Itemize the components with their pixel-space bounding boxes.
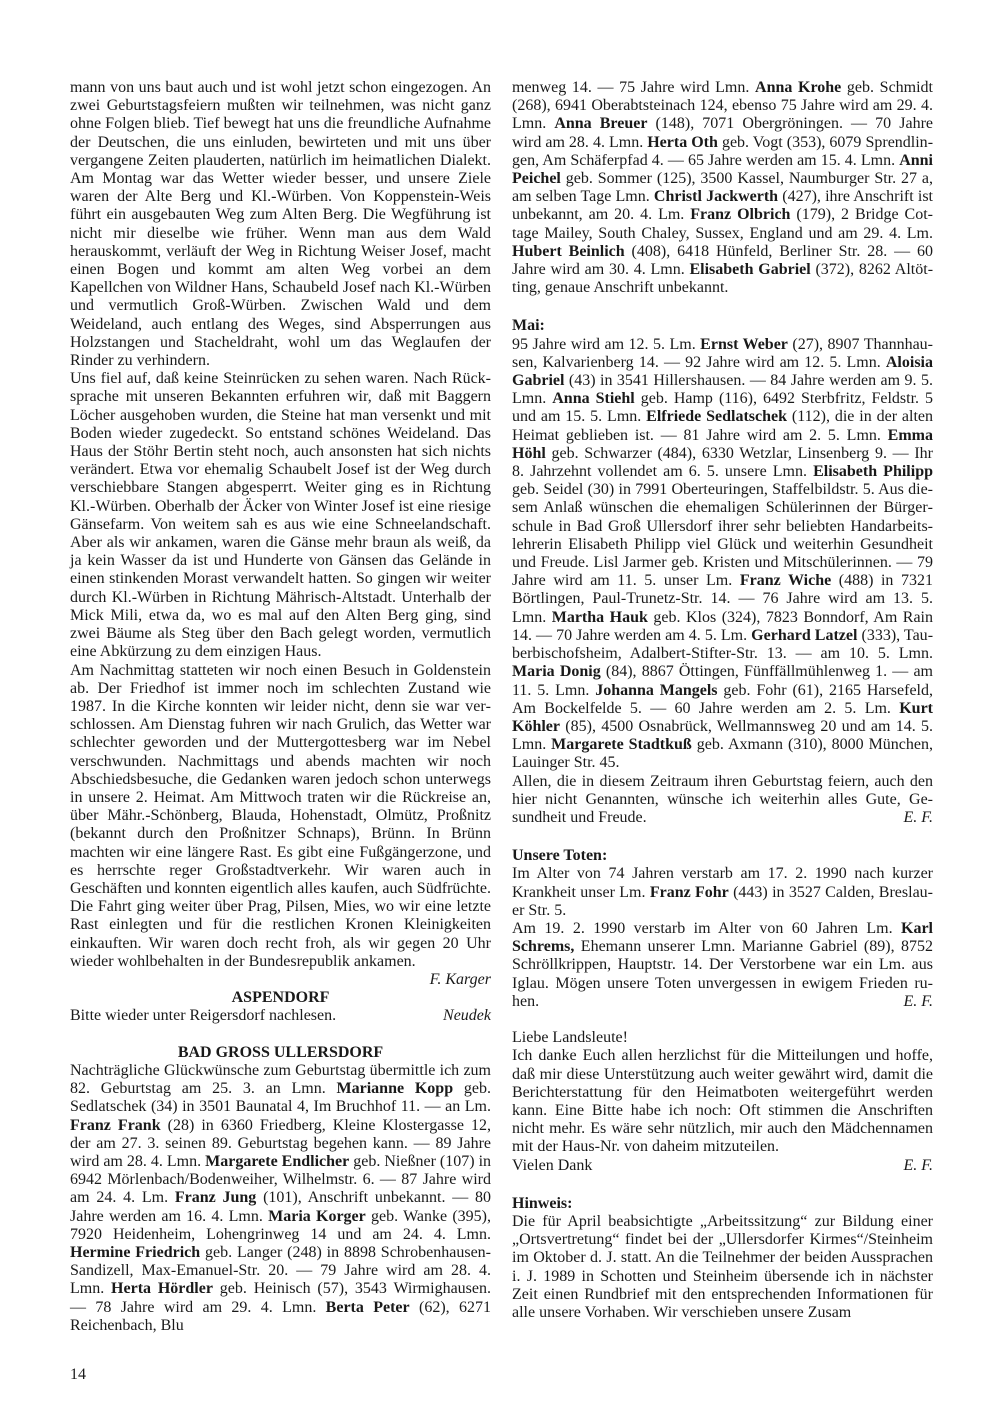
text-run: geb. Sommer (125), 3500 Kassel, Naumburger Str. 27 a, am selben Tage Lmn. [512,170,933,206]
text-run: Uns fiel auf, daß keine Steinrücken zu sehen waren. Nach Rücksprache mit unseren Bekannten erfuhren wir, daß mit Baggern Löcher ausgehoben wurden, die Steine hat man versenkt und mit Boden wieder zugedeckt. So entstand schönes Weideland. Das Haus der Stöhr Bertin steht noch, auch ansonsten hat sich nichts verändert. Etwa vor ehemalig Schaubelt Josef ist der Weg durch verschiebbare Stangen abgesperrt. Weiter ging es in Richtung Kl.-Würben. Oberhalb der Äcker von Winter Josef ist eine riesige Gänsefarm. Von weitem sah es aus wie eine Schneelandschaft. Aber als wir ankamen, waren die Gänse mehr braun als weiß, da ja kein Wasser da ist und Hunderte von Gänsen das Gelände in einen stinkenden Morast verwandelt hatten. So gingen wir weiter durch Kl.-Würben in Richtung Mährisch-Altstadt. Unterhalb der Mick Mili, etwa da, wo es mal auf den Alten Berg ging, sind zwei Bäume als Steg über den Bach gelegt worden, vermutlich eine Abkürzung zu dem einzigen Haus. [70,370,491,661]
aspendorf-text: Bitte wieder unter Reigersdorf nachlesen. [70,1007,337,1025]
text-run: Im Alter von 74 Jahren verstarb am 17. 2. 1990 nach kurzer Krankheit unser Lm. [512,865,933,901]
text-run: Nachträgliche Glückwünsche zum Geburtstag übermittle ich zum 82. Geburtstag am 25. 3. an Lmn. [70,1061,491,1098]
text-run: (333), Tauberbischofsheim, Adalbert-Stifter-Str. 13. — am 10. 5. Lmn. [512,626,934,663]
obituary-paragraph [512,865,933,920]
person-name: Franz Olbrich [690,206,791,224]
text-run: (372), 8262 Altötting, genaue Anschrift unbekannt. [512,261,934,297]
text-run: geb. Wanke (395), 7920 Heidenheim, Lohengrinweg 14 und am 24. 4. Lmn. [70,1207,492,1243]
text-run: geb. Heinisch (57), 3543 Wirmighausen. — 78 Jahre wird am 29. 4. Lmn. [70,1280,491,1316]
travel-report-paragraph [70,662,491,971]
text-run: (85), 4500 Osnabrück, Wellmannsweg 20 und am 14. 5. Lmn. [512,717,933,754]
text-run: geb. Axmann (310), 8000 München, Lauinger Str. 45. [512,736,933,772]
person-name: Hermine Friedrich [70,1244,201,1261]
text-run: geb. Fohr (61), 2165 Harsefeld, Am Bockelfelde 5. — 60 Jahre werden am 2. 5. Lm. [512,681,933,717]
person-name: Ernst Weber [700,335,788,353]
person-name: Maria Donig [512,663,601,681]
text-run: (443) in 3527 Calden, Breslauer Str. 5. [512,883,933,919]
person-name: Martha Hauk [551,608,648,626]
text-run: (112), die in der alten Heimat geblieben ist. — 81 Jahre wird am 2. 5. Lmn. [512,408,933,444]
person-name: Franz Wiche [739,572,832,590]
person-name: Hubert Beinlich [512,242,625,260]
person-name: Kurt Köhler [512,699,933,735]
subheading-unsere-toten: Unsere Toten: [512,847,608,865]
birthday-paragraph [512,79,933,297]
person-name: Berta Peter [325,1298,410,1316]
person-name: Franz Fohr [649,883,729,901]
text-run: (148), 7071 Obergröningen. — 70 Jahre wird am 28. 4. Lmn. [512,115,933,151]
text-run: (28) in 6360 Friedberg, Kleine Klostergasse 12, der am 27. 3. seinen 89. Geburtstag begehen kann. — 89 Jahre wird am 28. 4. Lmn. [70,1116,491,1170]
person-name: Margarete Endlicher [205,1152,350,1170]
text-run: 95 Jahre wird am 12. 5. Lm. [512,335,701,353]
section-heading-bad-gross-ullersdorf: BAD GROSS ULLERSDORF [177,1043,384,1061]
right-column [512,79,933,1322]
person-name: Maria Korger [268,1207,366,1225]
author-signature: E. F. [903,992,933,1010]
section-heading-aspendorf: ASPENDORF [231,989,330,1007]
person-name: Gerhard Latzel [751,626,858,644]
text-run: (27), 8907 Thannhausen, Kalvarienberg 14. — 92 Jahre wird am 12. 5. Lmn. [512,335,933,371]
text-run: geb. Schwarzer (484), 6330 Wetzlar, Linsenberg 9. — Ihr 8. Jahrzehnt vollendet am 6. 5. unsere Lmn. [512,444,933,481]
text-run: (488) in 7321 Börtlingen, Paul-Trunetz-Str. 14. — 76 Jahre wird am 13. 5. Lmn. [512,572,933,626]
text-run: Allen, die in diesem Zeitraum ihren Geburtstag feiern, auch den hier nicht Genannten, wünsche ich weiterhin alles Gute, Gesundheit und Freude. [512,772,933,826]
person-name: Marianne Kopp [336,1080,454,1098]
text-run: geb. Sedlatschek (34) in 3501 Baunatal 4, Im Bruchhof 11. — an Lm. [70,1080,491,1116]
text-run: (427), ihre Anschrift ist unbekannt, am 20. 4. Lm. [512,188,933,224]
text-run: geb. Vogt (353), 6079 Sprendlingen, Am Schäferpfad 4. — 65 Jahre werden am 15. 4. Lmn. [512,133,934,169]
text-run: geb. Hamp (116), 6492 Sterbfritz, Feldstr. 5 und am 15. 5. Lmn. [512,390,934,426]
greeting: Liebe Landsleute! [512,1029,628,1047]
person-name: Anna Breuer [554,115,648,133]
person-name: Franz Frank [70,1116,161,1134]
text-run: Am 19. 2. 1990 verstarb im Alter von 60 Jahren Lm. [512,919,901,937]
text-run: (408), 6418 Hünfeld, Berliner Str. 28. — 60 Jahre wird am 30. 4. Lmn. [512,242,934,279]
text-run: geb. Klos (324), 7823 Bonndorf, Am Rain 14. — 70 Jahre werden am 4. 5. Lm. [512,608,934,644]
text-run: Die für April beabsichtigte „Arbeitssitzung“ zur Bildung einer „Ortsvertretung“ findet bei der „Ullersdorfer Kirmes“/Steinheim im Oktober d. J. statt. An die Teilnehmer der beiden Aussprachen i. J. 1989 in Schotten und Steinheim übersende ich in nächster Zeit einen Rundbrief mit den entsprechenden Informationen für alle unsere Vorhaben. Wir verschieben unsere Zusam [512,1213,933,1322]
person-name: Karl Schrems, [512,919,933,956]
text-run: Ich danke Euch allen herzlichst für die Mitteilungen und hoffe, daß mir diese Unterstützung auch weiter gewährt wird, damit die Berichterstattung für den Heimatboten weitergeführt werden kann. Eine Bitte habe ich noch: Oft stimmen die Anschriften nicht mehr. Es wäre sehr nützlich, mir auch den Mädchennamen mit der Haus-Nr. von daheim mitzuteilen. [512,1047,933,1156]
author-signature: E. F. [903,1156,933,1174]
person-name: Johanna Mangels [595,681,718,699]
text-run: (43) in 3541 Hillershausen. — 84 Jahre werden am 9. 5. Lmn. [512,372,933,408]
text-run: (62), 6271 Reichenbach, Blu [70,1298,492,1334]
text-run: Ehemann unserer Lmn. Marianne Gabriel (89), 8752 Schröllkrippen, Hauptstr. 14. Der Verstorbene war ein Lm. aus Iglau. Mögen unsere Toten unvergessen in ewigem Frieden ruhen. [512,938,933,1010]
person-name: Elisabeth Philipp [813,463,933,481]
text-run: mann von uns baut auch und ist wohl jetzt schon eingezogen. An zwei Geburtstagsfeiern mußten wir teilnehmen, was nicht ganz ohne Folgen blieb. Tief bewegt hat uns die freundliche Aufnahme der Deutschen, die uns einluden, bewirteten und mit uns über vergangene Zeiten plauderten, natürlich im heimatlichen Dialekt. Am Montag war das Wetter wieder besser, und unsere Ziele waren der Alte Berg und Kl.-Würben. Von Koppenstein-Weis führt ein ausgebauten Weg zum Alten Berg. Die Wegführung ist nicht mir dieselbe wie früher. Wenn man aus dem Wald herauskommt, verläuft der Weg in Richtung Weiser Josef, macht einen Bogen und kommt am alten Weg vorbei an dem Kapellchen von Wildner Hans, Schaubeld Josef nach Kl.-Würben und vermutlich Groß-Würben. Zwischen Wald und dem Weideland, auch entlang des Weges, sind Absperrungen aus Holzstangen und Stacheldraht, wohl um das Weglaufen der Rinder zu verhindern. [70,79,491,370]
person-name: Herta Oth [647,133,718,151]
author-signature: F. Karger [429,970,491,988]
letter-paragraph [512,1047,933,1156]
person-name: Emma Höhl [512,426,933,462]
person-name: Margarete Stadtkuß [551,736,692,754]
subheading-mai: Mai: [512,317,545,335]
person-name: Franz Jung [174,1189,257,1207]
birthday-paragraph [512,336,933,773]
text-run: (84), 8867 Öttingen, Fünffällmühlenweg 1. — am 11. 5. Lmn. [512,663,933,699]
text-run: geb. Langer (248) in 8898 Schrobenhausen-Sandizell, Max-Emanuel-Str. 20. — 79 Jahre wird am 28. 4. Lmn. [70,1244,491,1298]
person-name: Elfriede Sedlatschek [646,408,788,426]
text-run: Am Nachmittag statteten wir noch einen Besuch in Goldenstein ab. Der Friedhof ist immer noch im schlechten Zustand wie 1987. In die Kirche konnten wir leider nicht, denn sie war verschlossen. Am Dienstag fuhren wir nach Grulich, das Wetter war schlechter geworden und der Muttergottesberg war im Nebel verschwunden. Nachmittags und abends machten wir noch Abschiedsbesuche, die Gedanken waren jedoch schon unterwegs in unsere 2. Heimat. Am Mittwoch traten wir die Rückreise an, über Mähr.-Schönberg, Blauda, Hohenstadt, Olmütz, Proßnitz (bekannt durch den Proßnitzer Schnaps), Brünn. In Brünn machten wir eine längere Rast. Es gibt eine Fußgängerzone, und es herrschte reger Großstadtverkehr. Wir waren auch in Geschäften und konnten eigentlich alles kaufen, auch Südfrüchte. Die Fahrt ging weiter über Prag, Pilsen, Mies, wo wir eine letzte Rast einlegten und für die restlichen Kronen Kleinigkeiten einkauften. Wir waren doch recht froh, als wir gegen 20 Uhr wieder wohlbehalten in der Bundesrepublik ankamen. [70,661,491,970]
left-column [70,79,491,1335]
author-signature: E. F. [903,808,933,826]
subheading-hinweis: Hinweis: [512,1194,573,1212]
text-run: menweg 14. — 75 Jahre wird Lmn. [512,79,756,96]
person-name: Anna Krohe [755,79,842,96]
person-name: Herta Hördler [111,1280,213,1298]
person-name: Elisabeth Gabriel [689,261,811,279]
text-run: geb. Seidel (30) in 7991 Oberteuringen, Staffelbildstr. 5. Aus diesem Anlaß wünschen die ehemaligen Schülerinnen der Bürgerschule in Bad Groß Ullersdorf ihrer sehr beliebten Handarbeitslehrerin Elisabeth Philipp viel Glück und weiterhin Gesundheit und Freude. Lisl Jarmer geb. Kristen und Mitschülerinnen. — 79 Jahre wird am 11. 5. unser Lm. [512,481,933,590]
page-number: 14 [70,1366,86,1383]
thanks-text: Vielen Dank [512,1156,593,1174]
person-name: Anna Stiehl [552,390,635,408]
person-name: Aloisia Gabriel [512,353,933,390]
text-run: (179), 2 Bridge Cottage Mailey, South Chaley, Sussex, England und am 29. 4. Lm. [512,206,933,242]
author-signature: Neudek [443,1007,491,1025]
text-run: geb. Nießner (107) in 6942 Mörlenbach/Bodenweiher, Wilhelmstr. 6. — 87 Jahre wird am 24. 4. Lm. [70,1152,492,1207]
birthday-paragraph [70,1062,491,1335]
person-name: Christl Jackwerth [653,188,779,206]
text-run: (101), Anschrift unbekannt. — 80 Jahre werden am 16. 4. Lmn. [70,1189,492,1225]
text-run: geb. Schmidt (268), 6941 Oberabtsteinach 124, ebenso 75 Jahre wird am 29. 4. Lmn. [512,79,934,133]
person-name: Anni Peichel [512,151,933,188]
travel-report-paragraph [70,370,491,661]
travel-report-paragraph [70,79,491,370]
notice-paragraph [512,1213,933,1322]
